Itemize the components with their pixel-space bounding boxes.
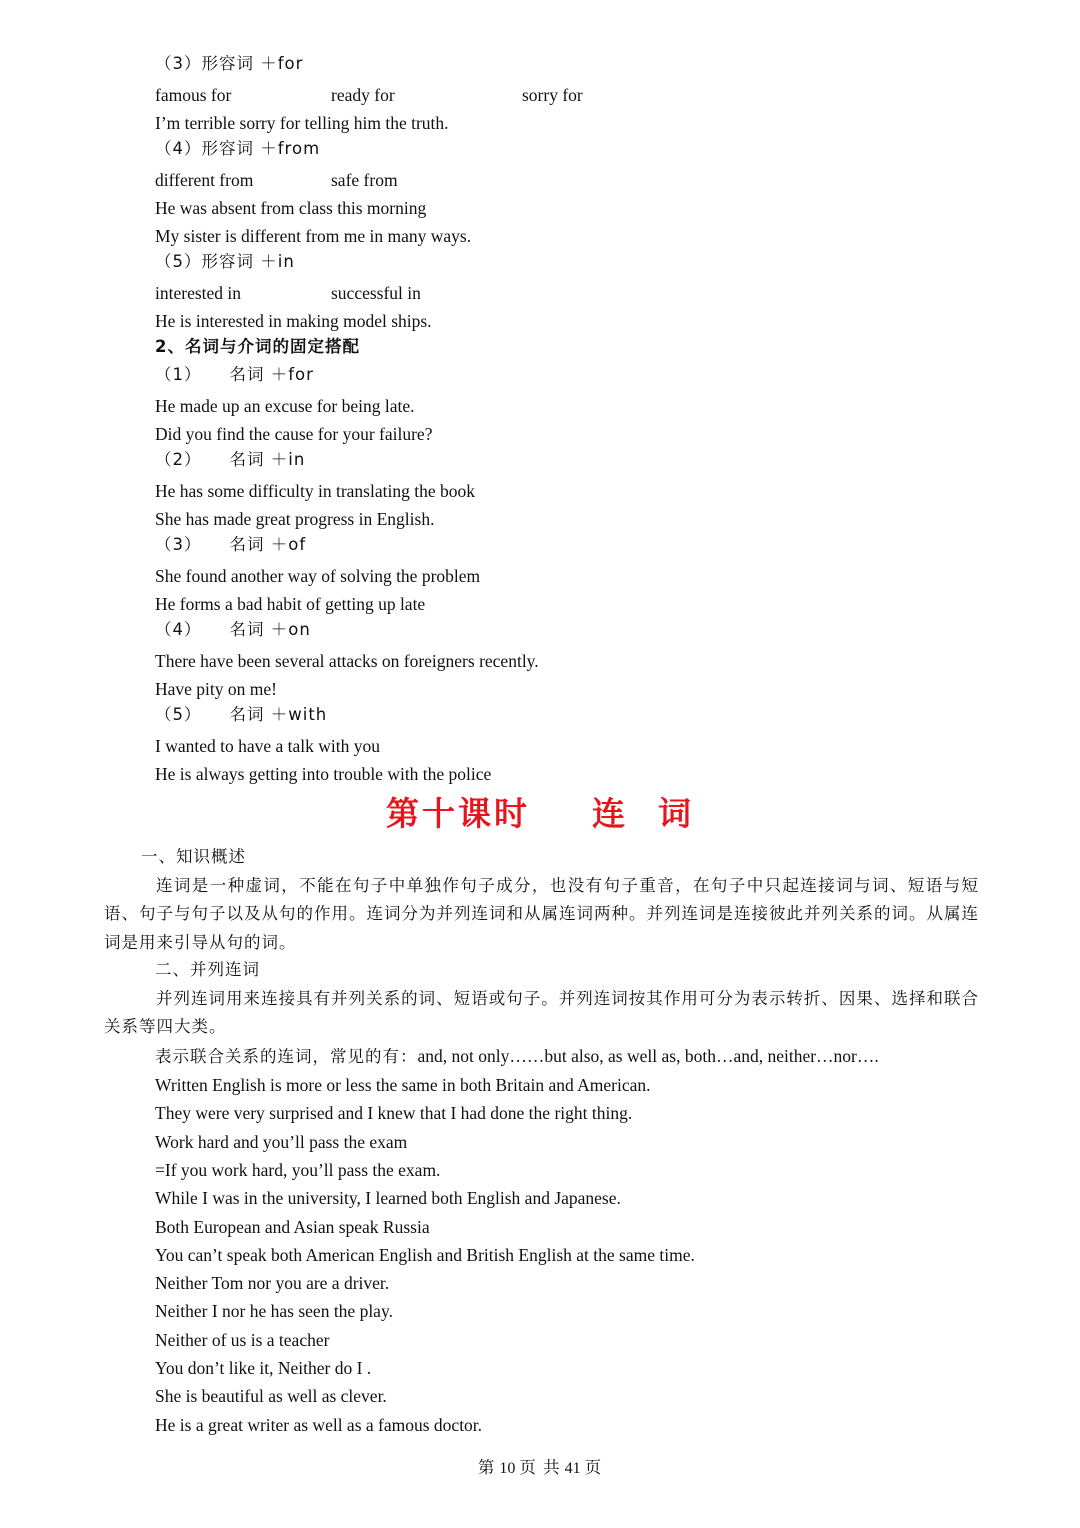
example-sentence: He is always getting into trouble with the police [155, 764, 492, 784]
lesson-title-char: 词 [658, 794, 694, 833]
lesson-title [0, 792, 1080, 836]
item-number: （2） [155, 450, 202, 469]
example-sentence: Both European and Asian speak Russia [155, 1217, 430, 1237]
adj-from-phrases [155, 169, 655, 191]
noun-on-heading [155, 619, 311, 641]
example-sentence: Work hard and you’ll pass the exam [155, 1132, 408, 1152]
example-sentence: Neither of us is a teacher [155, 1330, 330, 1350]
item-label: 名词 ＋of [229, 535, 307, 554]
example-sentence: Neither I nor he has seen the play. [155, 1301, 393, 1321]
joint-intro [155, 1045, 879, 1068]
example-sentence: While I was in the university, I learned both English and Japanese. [155, 1188, 621, 1208]
example-sentence: Neither Tom nor you are a driver. [155, 1273, 390, 1293]
footer-suffix: 页 [584, 1458, 603, 1477]
joint-intro-cn: 表示联合关系的连词，常见的有： [155, 1047, 418, 1066]
footer-total-pages: 41 [564, 1460, 581, 1477]
example-sentence: She found another way of solving the problem [155, 566, 481, 586]
phrase: different from [155, 170, 254, 190]
adj-in-heading: （5）形容词 ＋in [155, 252, 295, 271]
item-number: （4） [155, 620, 202, 639]
footer-page-number: 10 [499, 1460, 516, 1477]
item-label: 名词 ＋in [229, 450, 306, 469]
item-number: （5） [155, 705, 202, 724]
item-number: （1） [155, 365, 202, 384]
joint-intro-en: and, not only……but also, as well as, both…and, neither…nor…. [417, 1046, 879, 1066]
footer-prefix: 第 [477, 1458, 496, 1477]
example-sentence: He was absent from class this morning [155, 198, 427, 218]
lesson-title-char: 连 [592, 794, 628, 833]
example-sentence: =If you work hard, you’ll pass the exam. [155, 1160, 441, 1180]
noun-prep-heading: 2、名词与介词的固定搭配 [155, 337, 360, 356]
example-sentence: He is a great writer as well as a famous doctor. [155, 1415, 483, 1435]
adj-for-heading: （3）形容词 ＋for [155, 54, 304, 73]
example-sentence: You don’t like it, Neither do I . [155, 1358, 372, 1378]
example-sentence: I’m terrible sorry for telling him the truth. [155, 113, 449, 133]
example-sentence: She is beautiful as well as clever. [155, 1386, 387, 1406]
lesson-title-left: 第十课时 [386, 794, 530, 833]
noun-in-heading [155, 449, 305, 471]
example-sentence: They were very surprised and I knew that I had done the right thing. [155, 1103, 633, 1123]
item-label: 名词 ＋on [229, 620, 311, 639]
item-number: （3） [155, 535, 202, 554]
coord-paragraph: 并列连词用来连接具有并列关系的词、短语或句子。并列连词按其作用可分为表示转折、因果、选择和联合关系等四大类。 [104, 989, 979, 1037]
footer-mid: 页 共 [519, 1458, 561, 1477]
phrase: sorry for [522, 85, 583, 105]
page-footer [0, 1457, 1080, 1480]
example-sentence: He has some difficulty in translating the book [155, 481, 475, 501]
adj-from-heading: （4）形容词 ＋from [155, 139, 321, 158]
example-sentence: She has made great progress in English. [155, 509, 435, 529]
example-sentence: Written English is more or less the same in both Britain and American. [155, 1075, 651, 1095]
coord-heading: 二、并列连词 [155, 960, 260, 979]
example-sentence: He forms a bad habit of getting up late [155, 594, 426, 614]
example-sentence: He is interested in making model ships. [155, 311, 432, 331]
example-sentence: You can’t speak both American English and British English at the same time. [155, 1245, 695, 1265]
noun-for-heading [155, 364, 314, 386]
adj-in-phrases [155, 282, 655, 304]
phrase: interested in [155, 283, 242, 303]
example-sentence: He made up an excuse for being late. [155, 396, 415, 416]
phrase: ready for [331, 85, 395, 105]
adj-for-phrases [155, 84, 655, 106]
phrase: successful in [331, 283, 421, 303]
item-label: 名词 ＋for [229, 365, 314, 384]
overview-heading: 一、知识概述 [141, 847, 246, 866]
overview-paragraph: 连词是一种虚词，不能在句子中单独作句子成分，也没有句子重音，在句子中只起连接词与词、短语与短语、句子与句子以及从句的作用。连词分为并列连词和从属连词两种。并列连词是连接彼此并列关系的词。从属连词是用来引导从句的词。 [104, 876, 979, 952]
example-sentence: Have pity on me! [155, 679, 277, 699]
example-sentence: My sister is different from me in many ways. [155, 226, 472, 246]
phrase: safe from [331, 170, 398, 190]
example-sentence: I wanted to have a talk with you [155, 736, 381, 756]
example-sentence: Did you find the cause for your failure? [155, 424, 433, 444]
noun-with-heading [155, 704, 327, 726]
noun-of-heading [155, 534, 306, 556]
item-label: 名词 ＋with [229, 705, 328, 724]
example-sentence: There have been several attacks on foreigners recently. [155, 651, 539, 671]
phrase: famous for [155, 85, 232, 105]
